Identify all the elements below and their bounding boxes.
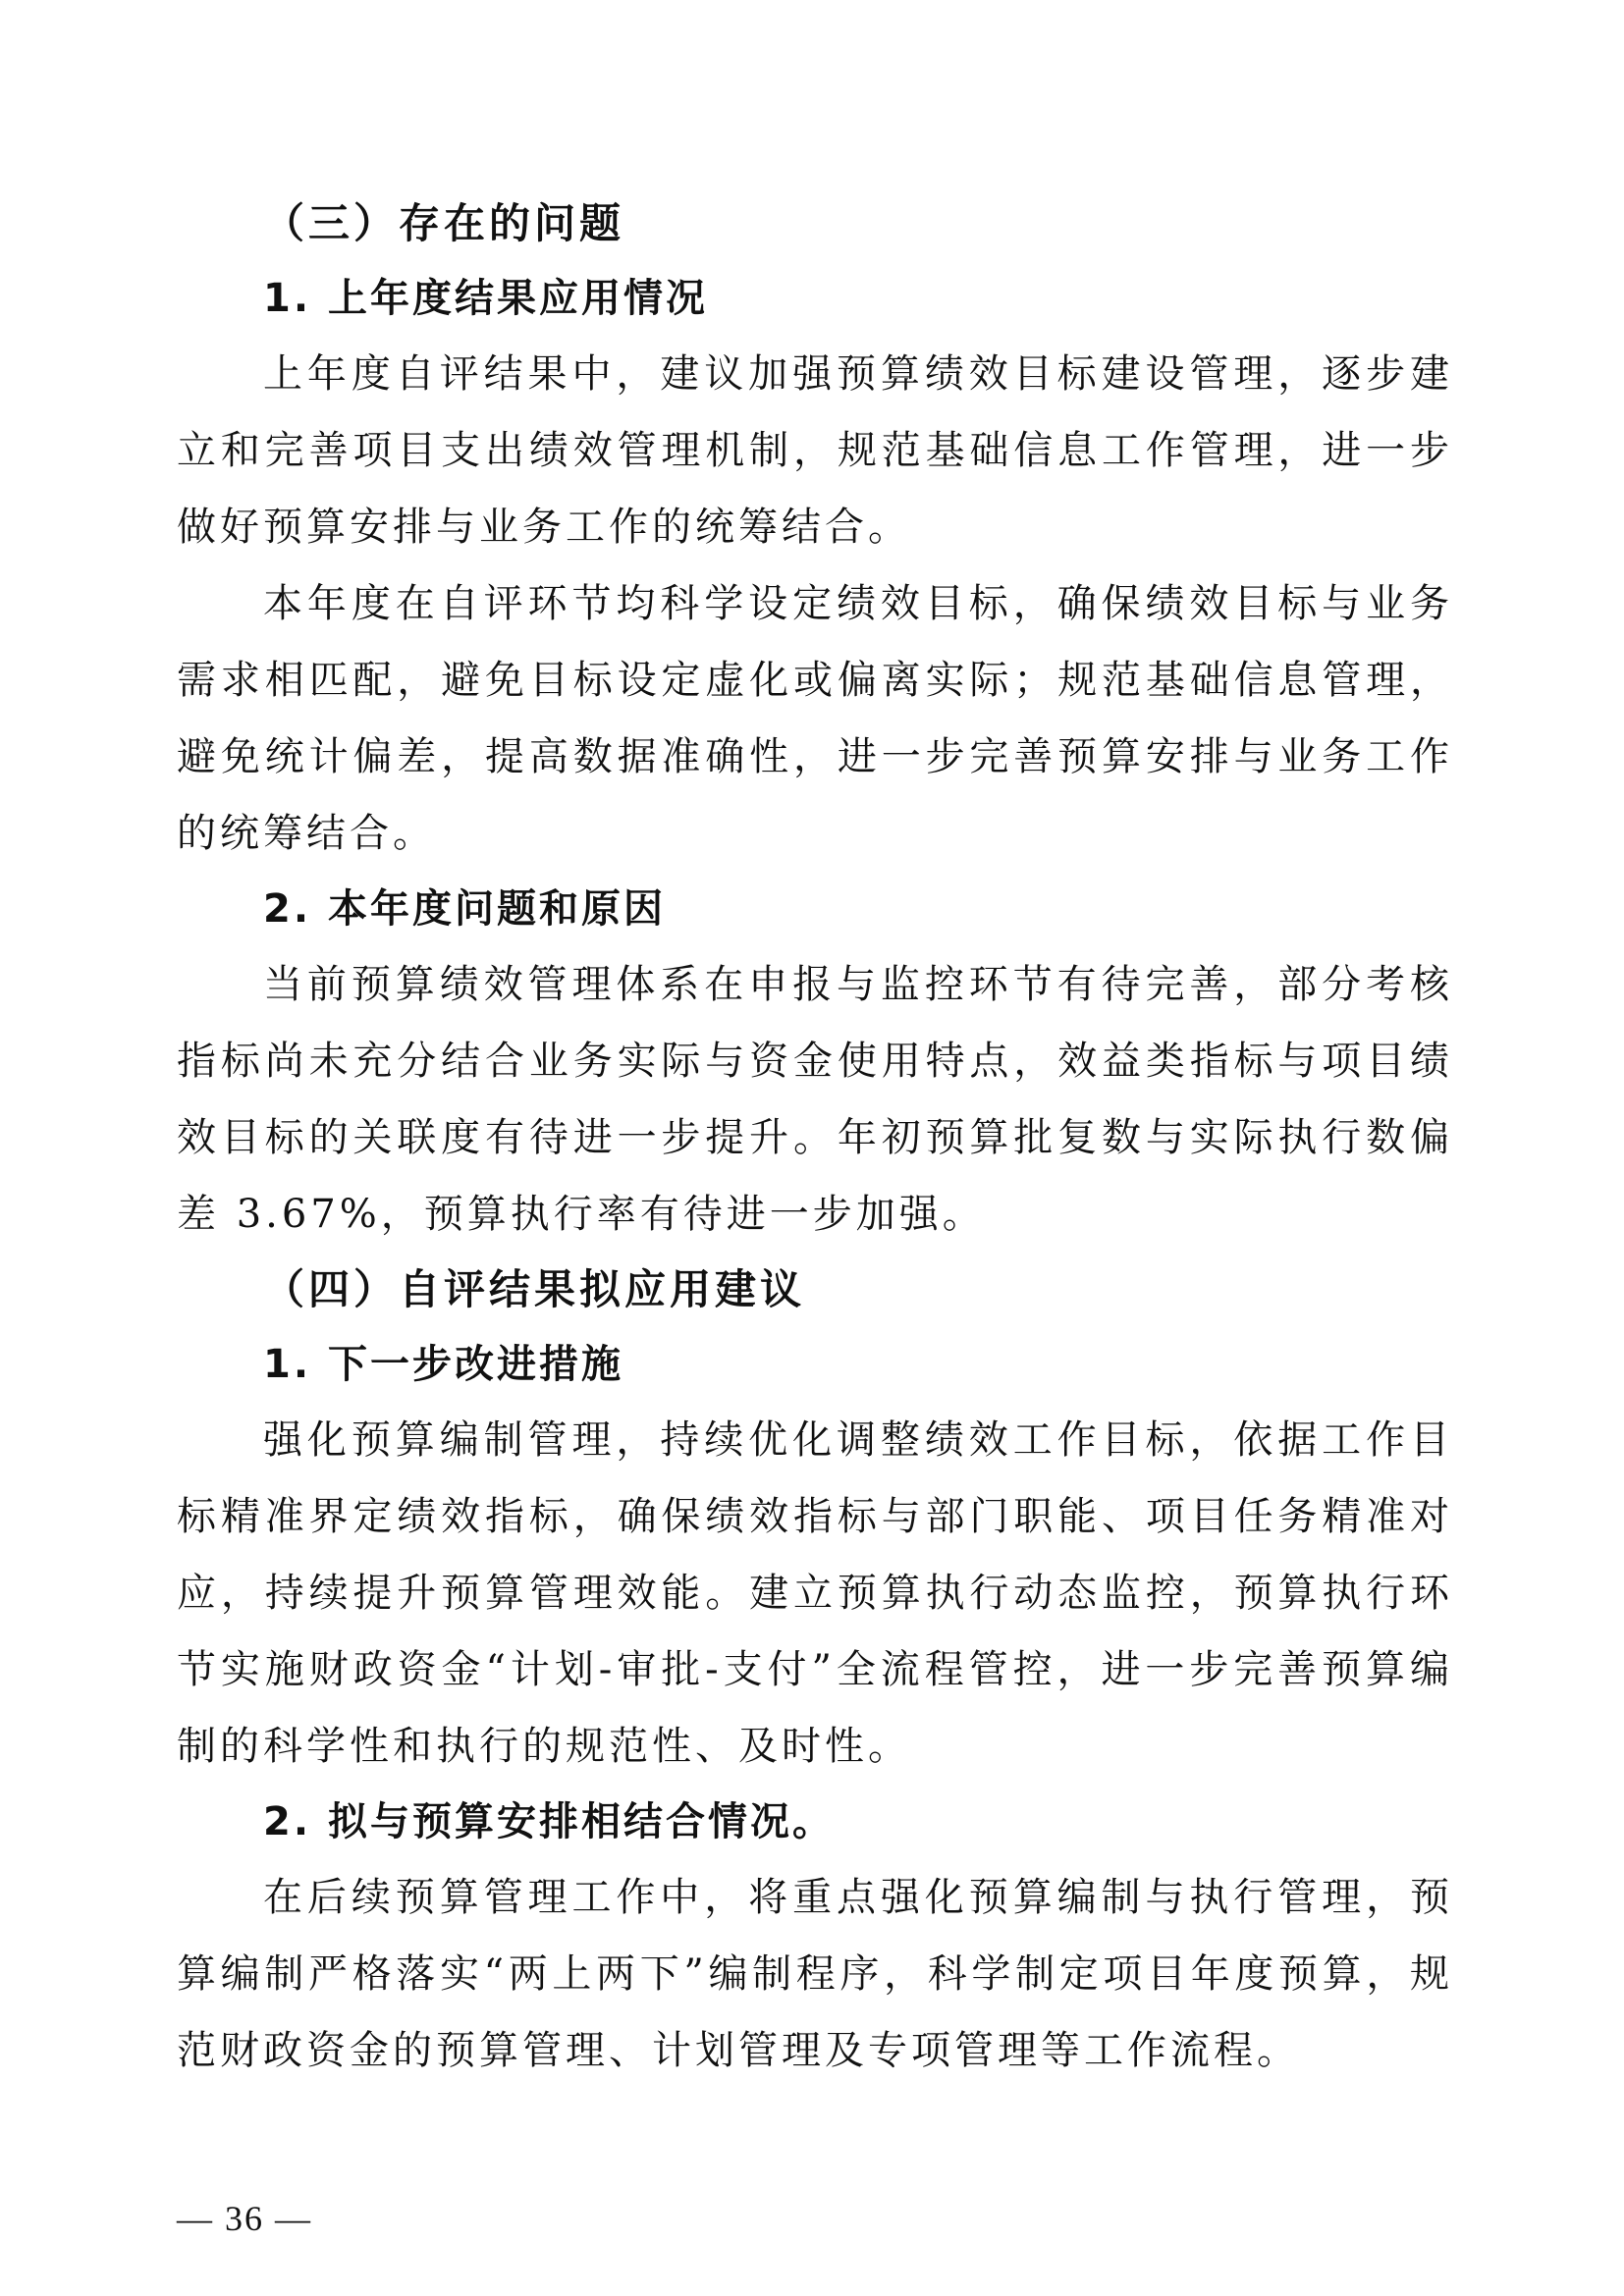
section-4-1-heading: 1. 下一步改进措施 xyxy=(263,1342,623,1387)
section-4-2-heading: 2. 拟与预算安排相结合情况。 xyxy=(263,1799,835,1844)
section-3-2-heading: 2. 本年度问题和原因 xyxy=(263,886,666,932)
section-3-heading: （三）存在的问题 xyxy=(263,199,625,247)
section-3-2-paragraph-1: 当前预算绩效管理体系在申报与监控环节有待完善，部分考核指标尚未充分结合业务实际与资金使用特点，效益类指标与项目绩效目标的关联度有待进一步提升。年初预算批复数与实际执行数偏差 3.67%，预算执行率有待进一步加强。 xyxy=(177,962,1453,1237)
section-4-heading: （四）自评结果拟应用建议 xyxy=(263,1265,806,1313)
section-3-1-paragraph-2: 本年度在自评环节均科学设定绩效目标，确保绩效目标与业务需求相匹配，避免目标设定虚化或偏离实际；规范基础信息管理，避免统计偏差，提高数据准确性，进一步完善预算安排与业务工作的统筹结合。 xyxy=(177,581,1453,856)
section-3-1-paragraph-1: 上年度自评结果中，建议加强预算绩效目标建设管理，逐步建立和完善项目支出绩效管理机制，规范基础信息工作管理，进一步做好预算安排与业务工作的统筹结合。 xyxy=(177,351,1453,550)
section-3-1-heading: 1. 上年度结果应用情况 xyxy=(263,276,708,321)
page-number: — 36 — xyxy=(177,2199,312,2238)
section-4-1-paragraph-1: 强化预算编制管理，持续优化调整绩效工作目标，依据工作目标精准界定绩效指标，确保绩效指标与部门职能、项目任务精准对应，持续提升预算管理效能。建立预算执行动态监控，预算执行环节实施财政资金“计划-审批-支付”全流程管控，进一步完善预算编制的科学性和执行的规范性、及时性。 xyxy=(177,1417,1453,1769)
page-content xyxy=(177,187,1453,2089)
section-4-2-paragraph-1: 在后续预算管理工作中，将重点强化预算编制与执行管理，预算编制严格落实“两上两下”编制程序，科学制定项目年度预算，规范财政资金的预算管理、计划管理及专项管理等工作流程。 xyxy=(177,1875,1453,2073)
